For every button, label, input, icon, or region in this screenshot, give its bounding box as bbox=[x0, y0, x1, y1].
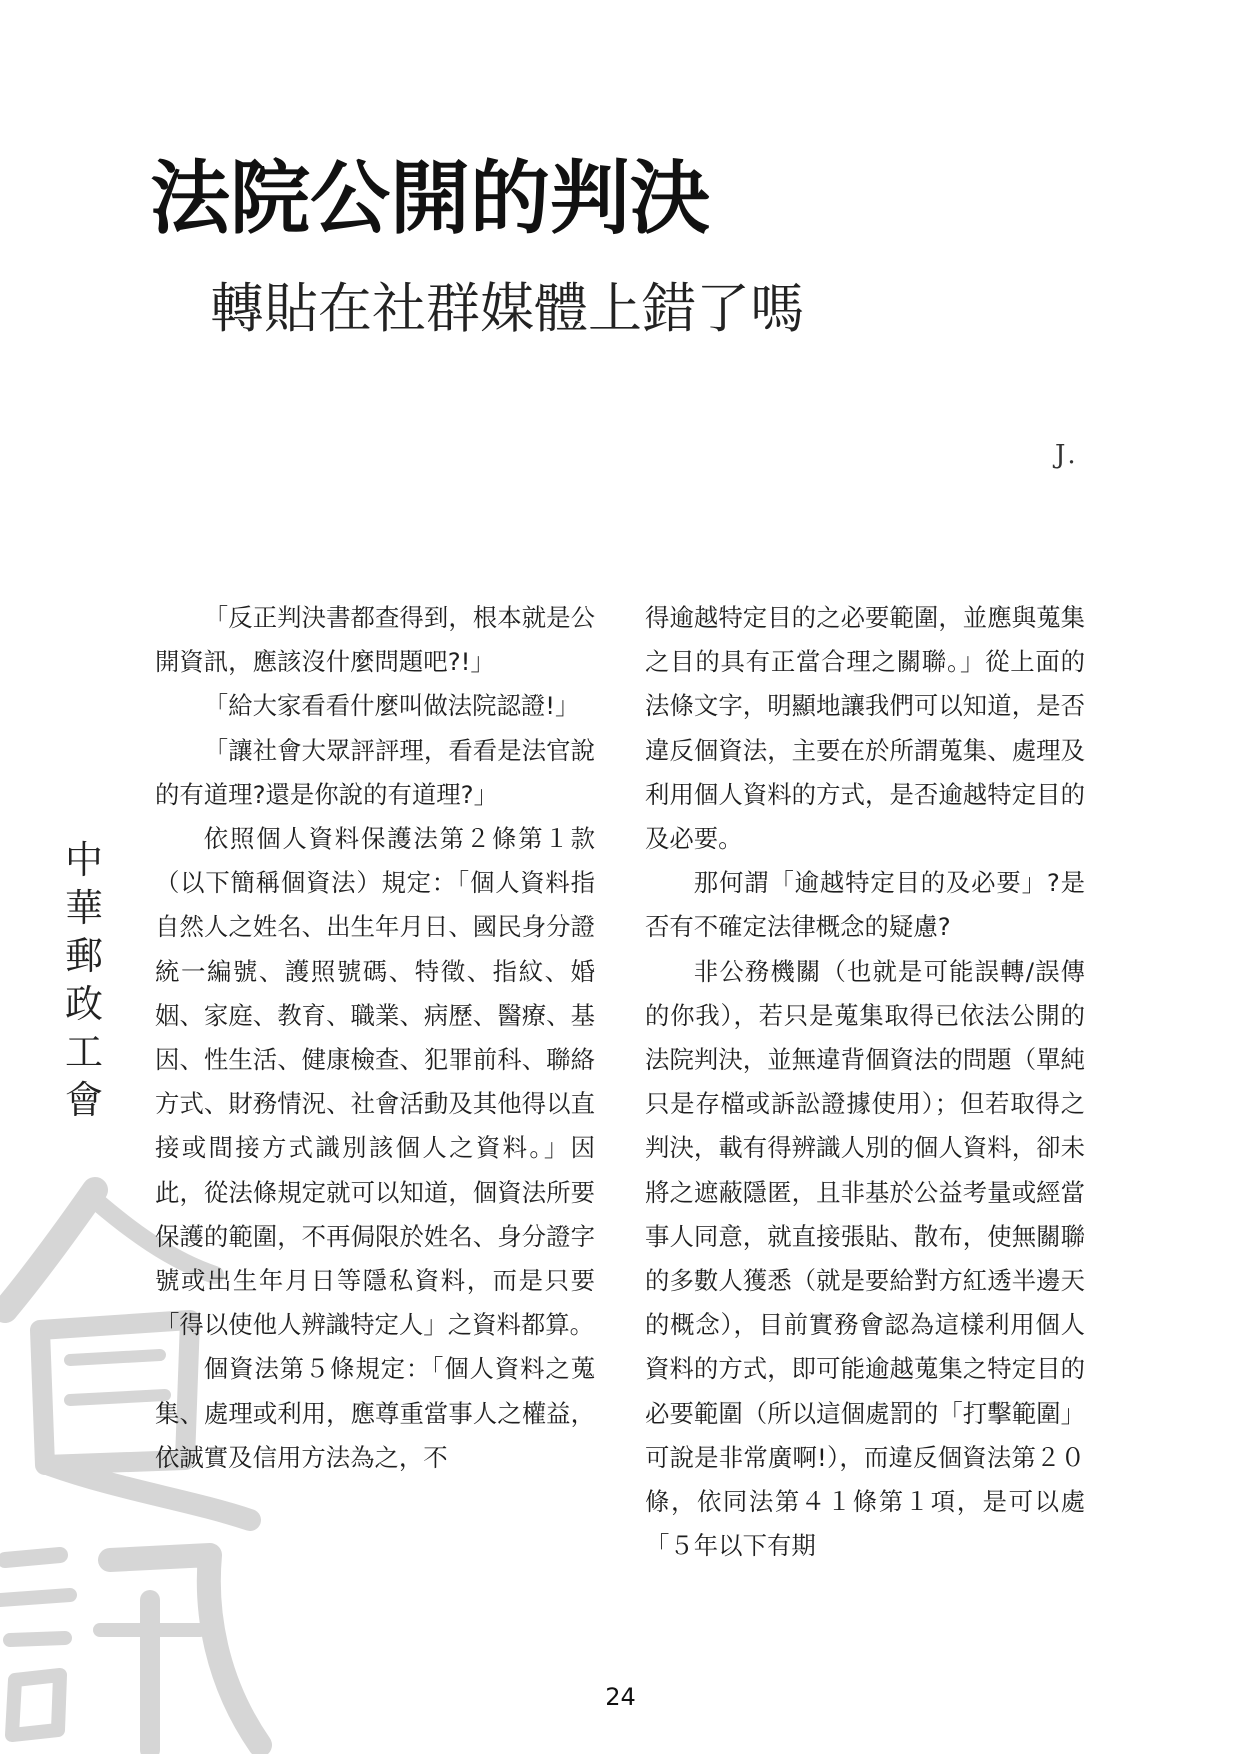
article-title: 法院公開的判決 bbox=[150, 151, 710, 245]
body-column-left bbox=[155, 596, 595, 1480]
paragraph: 「給大家看看什麼叫做法院認證!」 bbox=[203, 691, 580, 721]
paragraph: 「讓社會大眾評評理，看看是法官說的有道理?還是你說的有道理?」 bbox=[155, 735, 595, 809]
page-number: 24 bbox=[605, 1683, 636, 1711]
side-label-union-name: 中華郵政工會 bbox=[64, 838, 103, 1122]
body-column-right bbox=[645, 596, 1085, 1568]
paragraph: 非公務機關（也就是可能誤轉/誤傳的你我），若只是蒐集取得已依法公開的法院判決，並無違背個資法的問題（單純只是存檔或訴訟證據使用）；但若取得之判決，載有得辨識人別的個人資料，卻未將之遮蔽隱匿，且非基於公益考量或經當事人同意，就直接張貼、散布，使無關聯的多數人獲悉（就是要給對方紅透半邊天的概念），目前實務會認為這樣利用個人資料的方式，即可能逾越蒐集之特定目的必要範圍（所以這個處罰的「打擊範圍」可說是非常廣啊!），而違反個資法第２０條，依同法第４１條第１項，是可以處「５年以下有期 bbox=[645, 956, 1085, 1561]
paragraph: 那何謂「逾越特定目的及必要」?是否有不確定法律概念的疑慮? bbox=[645, 868, 1085, 942]
paragraph: 得逾越特定目的之必要範圍，並應與蒐集之目的具有正當合理之關聯。」從上面的法條文字，明顯地讓我們可以知道，是否違反個資法，主要在於所謂蒐集、處理及利用個人資料的方式，是否逾越特定目的及必要。 bbox=[645, 603, 1085, 854]
paragraph: 依照個人資料保護法第２條第１款（以下簡稱個資法）規定：「個人資料指自然人之姓名、出生年月日、國民身分證統一編號、護照號碼、特徵、指紋、婚姻、家庭、教育、職業、病歷、醫療、基因、性生活、健康檢查、犯罪前科、聯絡方式、財務情況、社會活動及其他得以直接或間接方式識別該個人之資料。」因此，從法條規定就可以知道，個資法所要保護的範圍，不再侷限於姓名、身分證字號或出生年月日等隱私資料，而是只要「得以使他人辨識特定人」之資料都算。 bbox=[155, 824, 595, 1340]
paragraph: 「反正判決書都查得到，根本就是公開資訊，應該沒什麼問題吧?!」 bbox=[155, 603, 595, 677]
author-name: J. bbox=[1055, 440, 1080, 470]
paragraph: 個資法第５條規定：「個人資料之蒐集、處理或利用，應尊重當事人之權益，依誠實及信用方法為之，不 bbox=[155, 1354, 595, 1472]
article-subtitle: 轉貼在社群媒體上錯了嗎 bbox=[210, 277, 804, 340]
